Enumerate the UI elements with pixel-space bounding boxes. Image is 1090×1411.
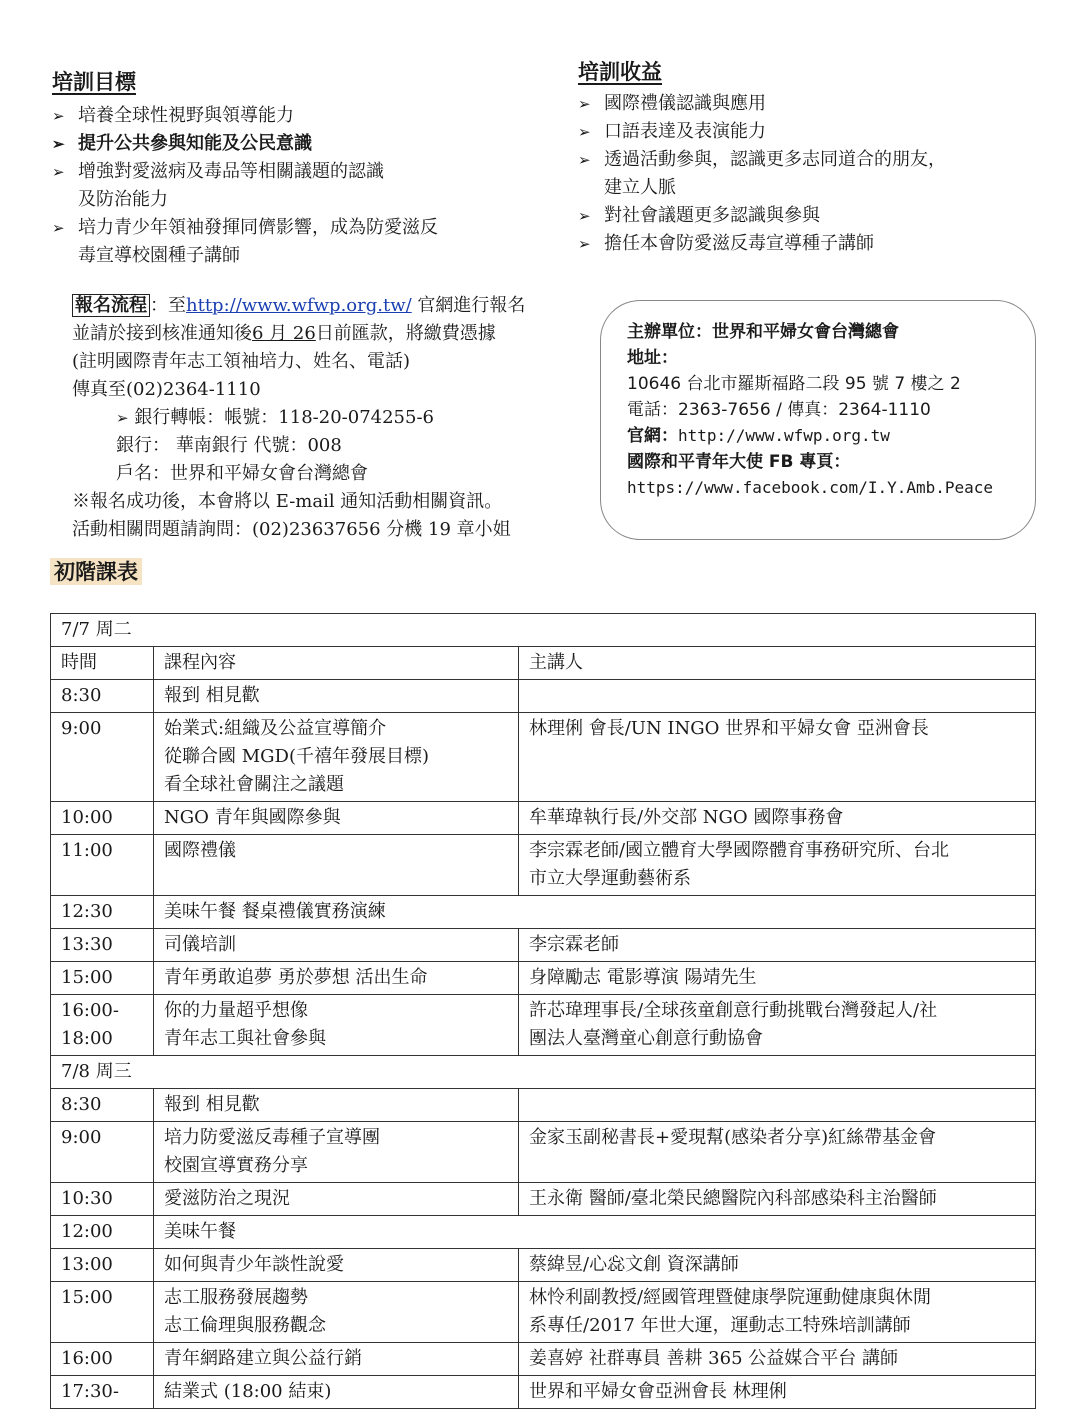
content-cell: 青年勇敢追夢 勇於夢想 活出生命 <box>154 962 519 995</box>
registration-after-url: 官網進行報名 <box>411 295 526 316</box>
goal-item <box>52 102 552 130</box>
content-cell: 志工服務發展趨勢 志工倫理與服務觀念 <box>154 1282 519 1343</box>
speaker-cell: 李宗霖老師 <box>519 929 1036 962</box>
benefits-list <box>578 90 1048 258</box>
table-row <box>51 1282 1036 1343</box>
day-row <box>51 1056 1036 1089</box>
arrow-right-icon: ➢ <box>116 409 129 427</box>
goal-item-text: 培養全球性視野與領導能力 <box>78 105 294 126</box>
fb-link[interactable]: https://www.facebook.com/I.Y.Amb.Peace <box>627 478 994 497</box>
content-cell: 如何與青少年談性說愛 <box>154 1249 519 1282</box>
benefit-item <box>578 202 1048 230</box>
benefit-item <box>578 90 1048 118</box>
content-cell: 司儀培訓 <box>154 929 519 962</box>
speaker-cell <box>519 1089 1036 1122</box>
content-cell: 報到 相見歡 <box>154 680 519 713</box>
benefit-item-text: 建立人脈 <box>604 177 676 198</box>
table-row <box>51 1343 1036 1376</box>
arrow-right-icon: ➢ <box>578 235 591 253</box>
table-row <box>51 713 1036 802</box>
bank-name: 銀行： 華南銀行 代號：008 <box>116 435 342 456</box>
registration-prefix: ：至 <box>150 295 186 316</box>
goals-list <box>52 102 552 270</box>
speaker-cell: 王永衛 醫師/臺北榮民總醫院內科部感染科主治醫師 <box>519 1183 1036 1216</box>
speaker-cell: 牟華瑋執行長/外交部 NGO 國際事務會 <box>519 802 1036 835</box>
registration-note: ※報名成功後，本會將以 E-mail 通知活動相關資訊。 <box>72 491 503 512</box>
speaker-cell: 林怜利副教授/經國管理暨健康學院運動健康與休閒 系專任/2017 年世大運，運動志工特殊培訓講師 <box>519 1282 1036 1343</box>
host-name: 世界和平婦女會台灣總會 <box>712 322 899 342</box>
registration-contact: 活動相關問題請詢問：(02)23637656 分機 19 章小姐 <box>72 519 511 540</box>
table-row <box>51 1376 1036 1409</box>
registration-url-link[interactable]: http://www.wfwp.org.tw/ <box>186 295 412 316</box>
benefit-item <box>578 118 1048 146</box>
table-row <box>51 1249 1036 1282</box>
day-label: 7/8 周三 <box>51 1056 1036 1089</box>
time-cell: 11:00 <box>51 835 154 896</box>
arrow-right-icon: ➢ <box>52 107 65 125</box>
arrow-right-icon: ➢ <box>578 151 591 169</box>
time-cell: 12:30 <box>51 896 154 929</box>
organizer-box <box>600 300 1036 540</box>
account-name: 戶名：世界和平婦女會台灣總會 <box>116 463 368 484</box>
registration-line-3: (註明國際青年志工領袖培力、姓名、電話) <box>72 351 411 372</box>
schedule-title: 初階課表 <box>50 558 142 585</box>
goal-item-text: 及防治能力 <box>78 189 168 210</box>
benefits-section <box>578 56 1048 258</box>
registration-line2-b: 日前匯款，將繳費憑據 <box>315 323 496 344</box>
time-cell: 16:00 <box>51 1343 154 1376</box>
goal-item <box>52 158 552 214</box>
table-row <box>51 802 1036 835</box>
header-speaker: 主講人 <box>519 647 1036 680</box>
speaker-cell: 世界和平婦女會亞洲會長 林理俐 <box>519 1376 1036 1409</box>
table-row <box>51 995 1036 1056</box>
time-cell: 13:30 <box>51 929 154 962</box>
registration-line-4: 傳真至(02)2364-1110 <box>72 379 261 400</box>
arrow-right-icon: ➢ <box>578 95 591 113</box>
table-row <box>51 1216 1036 1249</box>
registration-deadline: 6 月 26 <box>252 323 316 344</box>
benefit-item-text: 口語表達及表演能力 <box>604 121 766 142</box>
site-label: 官網： <box>627 426 678 446</box>
speaker-cell: 身障勵志 電影導演 陽靖先生 <box>519 962 1036 995</box>
registration-line2-a: 並請於接到核准通知後 <box>72 323 252 344</box>
content-cell: 美味午餐 <box>154 1216 1036 1249</box>
benefit-item-text: 擔任本會防愛滋反毒宣導種子講師 <box>604 233 874 254</box>
goals-title: 培訓目標 <box>52 69 136 94</box>
time-cell: 8:30 <box>51 680 154 713</box>
day-row <box>51 614 1036 647</box>
phone-fax: 電話：2363-7656 / 傳真：2364-1110 <box>627 400 931 420</box>
address: 10646 台北市羅斯福路二段 95 號 7 樓之 2 <box>627 374 961 394</box>
table-row <box>51 929 1036 962</box>
fb-label: 國際和平青年大使 FB 專頁： <box>627 452 851 472</box>
goals-section <box>52 66 552 270</box>
table-row <box>51 680 1036 713</box>
schedule-title-wrap <box>50 556 142 586</box>
time-cell: 9:00 <box>51 713 154 802</box>
goal-item-text: 毒宣導校園種子講師 <box>78 245 240 266</box>
goal-item-text: 增強對愛滋病及毒品等相關議題的認識 <box>78 161 384 182</box>
arrow-right-icon: ➢ <box>52 163 65 181</box>
content-cell: 美味午餐 餐桌禮儀實務演練 <box>154 896 1036 929</box>
speaker-cell: 蔡緯昱/心惢文創 資深講師 <box>519 1249 1036 1282</box>
time-cell: 9:00 <box>51 1122 154 1183</box>
content-cell: 你的力量超乎想像 青年志工與社會參與 <box>154 995 519 1056</box>
speaker-cell: 李宗霖老師/國立體育大學國際體育事務研究所、台北 市立大學運動藝術系 <box>519 835 1036 896</box>
schedule-table <box>50 613 1036 1409</box>
content-cell: 培力防愛滋反毒種子宣導團 校園宣導實務分享 <box>154 1122 519 1183</box>
table-row <box>51 962 1036 995</box>
goal-item-text: 提升公共參與知能及公民意識 <box>78 133 312 154</box>
table-row <box>51 896 1036 929</box>
benefits-title: 培訓收益 <box>578 59 662 84</box>
day-label: 7/7 周二 <box>51 614 1036 647</box>
speaker-cell: 林理俐 會長/UN INGO 世界和平婦女會 亞洲會長 <box>519 713 1036 802</box>
time-cell: 10:00 <box>51 802 154 835</box>
host-label: 主辦單位： <box>627 322 712 342</box>
arrow-right-icon: ➢ <box>578 207 591 225</box>
benefit-item <box>578 146 1048 202</box>
bank-transfer-line <box>72 404 602 432</box>
time-cell: 13:00 <box>51 1249 154 1282</box>
content-cell: 青年網路建立與公益行銷 <box>154 1343 519 1376</box>
benefit-item-text: 對社會議題更多認識與參與 <box>604 205 820 226</box>
content-cell: NGO 青年與國際參與 <box>154 802 519 835</box>
registration-section <box>72 292 602 544</box>
header-time: 時間 <box>51 647 154 680</box>
content-cell: 報到 相見歡 <box>154 1089 519 1122</box>
arrow-right-icon: ➢ <box>52 135 65 153</box>
arrow-right-icon: ➢ <box>578 123 591 141</box>
time-cell: 10:30 <box>51 1183 154 1216</box>
table-header-row <box>51 647 1036 680</box>
content-cell: 始業式:組織及公益宣導簡介 從聯合國 MGD(千禧年發展目標) 看全球社會關注之議題 <box>154 713 519 802</box>
goal-item <box>52 214 552 270</box>
schedule-table-wrap <box>50 613 1036 1409</box>
time-cell: 8:30 <box>51 1089 154 1122</box>
table-row <box>51 1183 1036 1216</box>
registration-line-1 <box>72 292 602 320</box>
speaker-cell: 姜喜婷 社群專員 善耕 365 公益媒合平台 講師 <box>519 1343 1036 1376</box>
content-cell: 愛滋防治之現況 <box>154 1183 519 1216</box>
goal-item <box>52 130 552 158</box>
table-row <box>51 1122 1036 1183</box>
time-cell: 16:00- 18:00 <box>51 995 154 1056</box>
time-cell: 15:00 <box>51 962 154 995</box>
table-row <box>51 835 1036 896</box>
benefit-item-text: 國際禮儀認識與應用 <box>604 93 766 114</box>
time-cell: 17:30- <box>51 1376 154 1409</box>
content-cell: 結業式 (18:00 結束) <box>154 1376 519 1409</box>
registration-line-2 <box>72 320 602 348</box>
site-link[interactable]: http://www.wfwp.org.tw <box>678 426 890 445</box>
benefit-item-text: 透過活動參與，認識更多志同道合的朋友， <box>604 149 946 170</box>
speaker-cell: 金家玉副秘書長+愛現幫(感染者分享)紅絲帶基金會 <box>519 1122 1036 1183</box>
content-cell: 國際禮儀 <box>154 835 519 896</box>
registration-label: 報名流程 <box>72 294 150 317</box>
arrow-right-icon: ➢ <box>52 219 65 237</box>
table-row <box>51 1089 1036 1122</box>
benefit-item <box>578 230 1048 258</box>
time-cell: 12:00 <box>51 1216 154 1249</box>
bank-account: 銀行轉帳：帳號：118-20-074255-6 <box>134 407 434 428</box>
speaker-cell <box>519 680 1036 713</box>
address-label: 地址： <box>627 348 678 368</box>
goal-item-text: 培力青少年領袖發揮同儕影響，成為防愛滋反 <box>78 217 438 238</box>
header-content: 課程內容 <box>154 647 519 680</box>
speaker-cell: 許芯瑋理事長/全球孩童創意行動挑戰台灣發起人/社 團法人臺灣童心創意行動協會 <box>519 995 1036 1056</box>
time-cell: 15:00 <box>51 1282 154 1343</box>
